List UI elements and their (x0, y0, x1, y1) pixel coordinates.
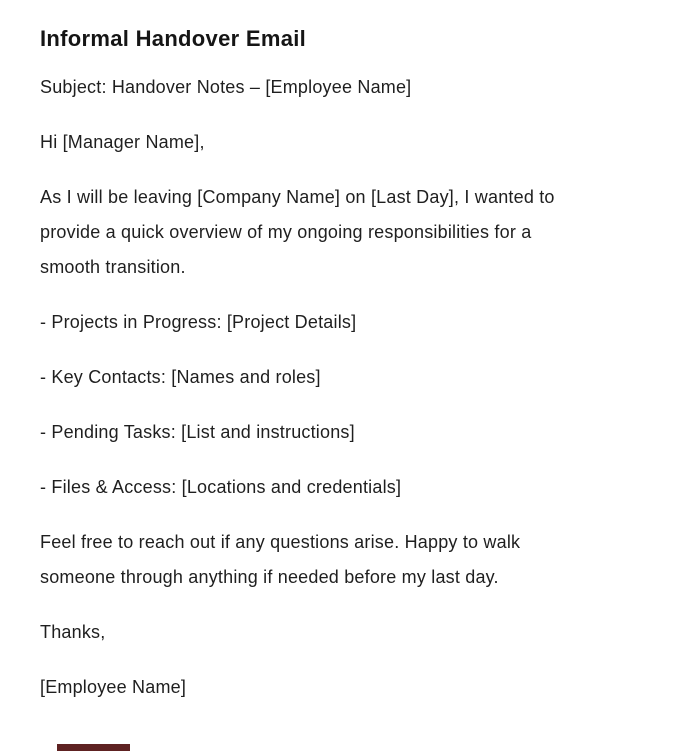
text-line: someone through anything if needed before my last day. (40, 567, 499, 587)
text-line: Thanks, (40, 622, 106, 642)
signature (40, 670, 660, 705)
handover-item-projects (40, 305, 660, 340)
signoff (40, 615, 660, 650)
text-line: smooth transition. (40, 257, 186, 277)
text-line: - Files & Access: [Locations and credentials] (40, 477, 402, 497)
text-line: - Pending Tasks: [List and instructions] (40, 422, 355, 442)
text-line: Subject: Handover Notes – [Employee Name] (40, 77, 412, 97)
page-title: Informal Handover Email (40, 26, 307, 51)
handover-item-files (40, 470, 660, 505)
text-line: provide a quick overview of my ongoing responsibilities for a (40, 222, 532, 242)
closing-paragraph (40, 525, 660, 595)
text-line: As I will be leaving [Company Name] on [Last Day], I wanted to (40, 187, 555, 207)
text-line: [Employee Name] (40, 677, 187, 697)
handover-item-tasks (40, 415, 660, 450)
subject-line (40, 70, 660, 105)
text-line: Feel free to reach out if any questions arise. Happy to walk (40, 532, 521, 552)
intro-paragraph (40, 180, 660, 285)
text-line: - Projects in Progress: [Project Details] (40, 312, 357, 332)
handover-item-contacts (40, 360, 660, 395)
text-line: Hi [Manager Name], (40, 132, 205, 152)
greeting (40, 125, 660, 160)
text-line: - Key Contacts: [Names and roles] (40, 367, 321, 387)
cutoff-footer-bar (57, 744, 130, 751)
